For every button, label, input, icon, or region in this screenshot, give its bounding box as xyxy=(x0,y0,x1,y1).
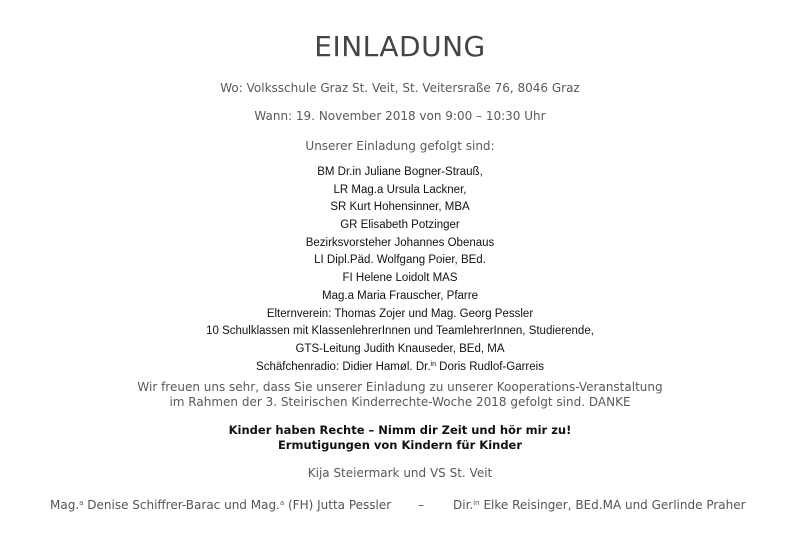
motto-line-1: Kinder haben Rechte – Nimm dir Zeit und hör mir zu! xyxy=(228,423,572,437)
guest-list xyxy=(0,164,800,376)
footer-superscript: a xyxy=(279,499,285,507)
radio-suffix: Doris Rudlof-Garreis xyxy=(435,360,544,373)
guest-item: FI Helene Loidolt MAS xyxy=(342,272,458,285)
guest-item: GR Elisabeth Potzinger xyxy=(340,219,460,232)
guest-item: Bezirksvorsteher Johannes Obenaus xyxy=(305,236,495,249)
page-title: EINLADUNG xyxy=(314,30,486,63)
footer-superscript: in xyxy=(473,499,480,507)
footer-text: Dir. xyxy=(453,498,474,512)
location-line: Wo: Volksschule Graz St. Veit, St. Veitersraße 76, 8046 Graz xyxy=(220,81,580,95)
guest-item-radio xyxy=(0,359,800,377)
guest-item: 10 Schulklassen mit KlassenlehrerInnen und TeamlehrerInnen, Studierende, xyxy=(206,325,594,338)
guest-item: LR Mag.a Ursula Lackner, xyxy=(333,183,467,196)
guest-item: Mag.a Maria Frauscher, Pfarre xyxy=(322,289,478,302)
guests-intro: Unserer Einladung gefolgt sind: xyxy=(305,139,495,153)
footer-text: Elke Reisinger, BEd.MA und Gerlinde Praher xyxy=(479,498,746,512)
guest-item: SR Kurt Hohensinner, MBA xyxy=(330,201,470,214)
guest-item: GTS-Leitung Judith Knauseder, BEd, MA xyxy=(295,342,505,355)
guest-item: LI Dipl.Päd. Wolfgang Poier, BEd. xyxy=(314,254,486,267)
organizers-line: Kija Steiermark und VS St. Veit xyxy=(307,466,493,480)
footer-superscript: a xyxy=(79,499,84,507)
footer-dash: – xyxy=(418,498,424,512)
radio-prefix: Schäfchenradio: Didier Hamøl. Dr. xyxy=(256,360,431,373)
thanks-text xyxy=(0,380,800,410)
footer-text: Denise Schiffrer-Barac und Mag. xyxy=(83,498,280,512)
guest-item: BM Dr.in Juliane Bogner-Strauß, xyxy=(317,166,483,178)
guest-item: Elternverein: Thomas Zojer und Mag. Georg Pessler xyxy=(266,307,534,320)
footer-signatories-left xyxy=(50,497,391,513)
thanks-line-1: Wir freuen uns sehr, dass Sie unserer Einladung zu unserer Kooperations-Veranstaltung xyxy=(137,380,663,394)
motto xyxy=(0,423,800,453)
footer-signatories-right xyxy=(453,497,746,513)
footer-text: (FH) Jutta Pessler xyxy=(284,498,392,512)
thanks-line-2: im Rahmen der 3. Steirischen Kinderrechte-Woche 2018 gefolgt sind. DANKE xyxy=(169,395,631,409)
time-line: Wann: 19. November 2018 von 9:00 – 10:30 Uhr xyxy=(254,109,546,123)
motto-line-2: Ermutigungen von Kindern für Kinder xyxy=(277,438,523,452)
radio-superscript: in xyxy=(430,360,436,368)
footer-text: Mag. xyxy=(50,498,80,512)
